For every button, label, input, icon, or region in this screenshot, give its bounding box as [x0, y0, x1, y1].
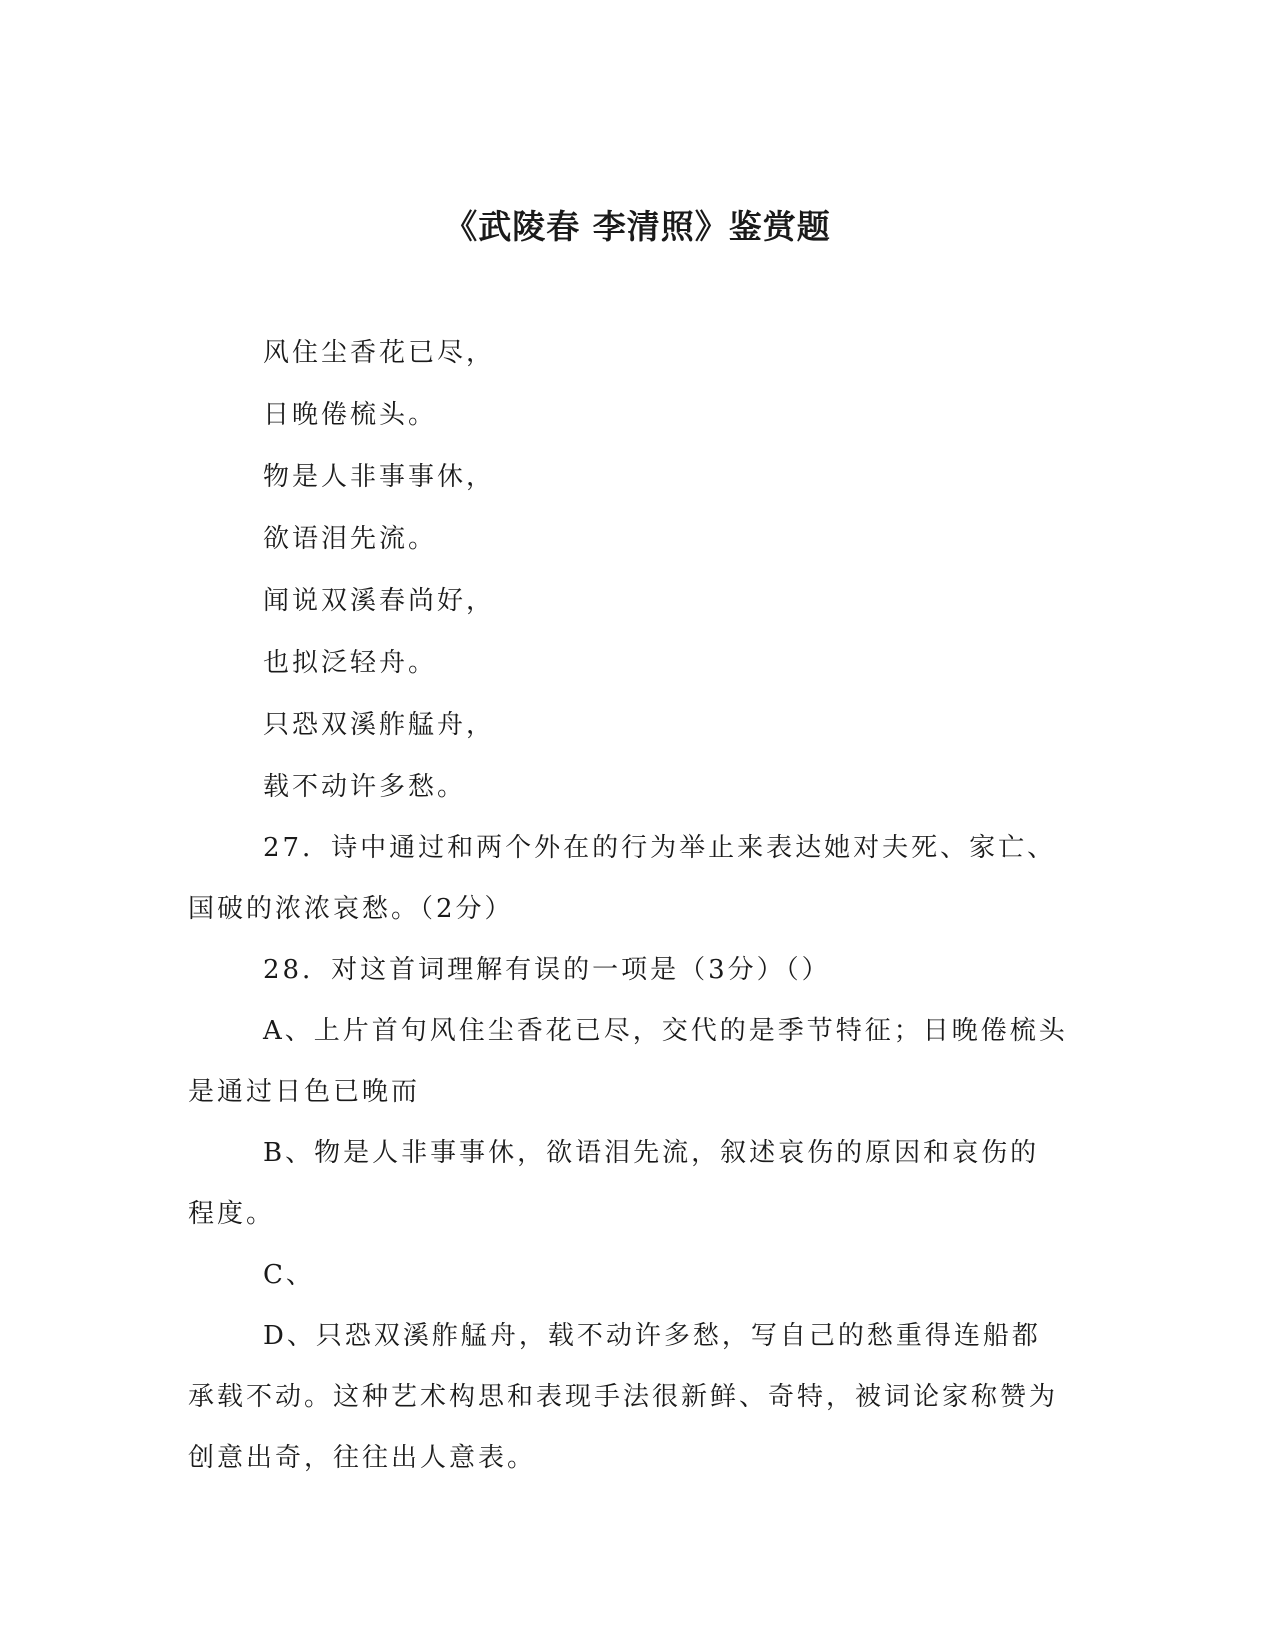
poem-line: 载不动许多愁。 [263, 772, 467, 802]
option-b: B、物是人非事事休，欲语泪先流，叙述哀伤的原因和哀伤的程度。 [188, 1138, 1040, 1229]
poem-block [263, 322, 495, 818]
poem-line: 日晚倦梳头。 [263, 400, 438, 430]
question-28: 28．对这首词理解有误的一项是（3分）（） [263, 955, 831, 985]
poem-line: 物是人非事事休， [263, 462, 496, 492]
poem-line: 风住尘香花已尽， [263, 338, 496, 368]
question-27: 27．诗中通过和两个外在的行为举止来表达她对夫死、家亡、国破的浓浓哀愁。（2分） [188, 833, 1057, 924]
questions-block [188, 818, 1068, 1489]
option-c: C、 [263, 1260, 315, 1290]
poem-line: 只恐双溪舴艋舟， [263, 710, 496, 740]
poem-line: 欲语泪先流。 [263, 524, 438, 554]
document-title: 《武陵春 李清照》鉴赏题 [444, 207, 831, 246]
poem-line: 也拟泛轻舟。 [263, 648, 438, 678]
option-d: D、只恐双溪舴艋舟，载不动许多愁，写自己的愁重得连船都承载不动。这种艺术构思和表现手法很新鲜、奇特，被词论家称赞为创意出奇，往往出人意表。 [188, 1321, 1059, 1473]
poem-line: 闻说双溪春尚好， [263, 586, 496, 616]
option-a: A、上片首句风住尘香花已尽，交代的是季节特征；日晚倦梳头是通过日色已晚而 [188, 1016, 1068, 1107]
